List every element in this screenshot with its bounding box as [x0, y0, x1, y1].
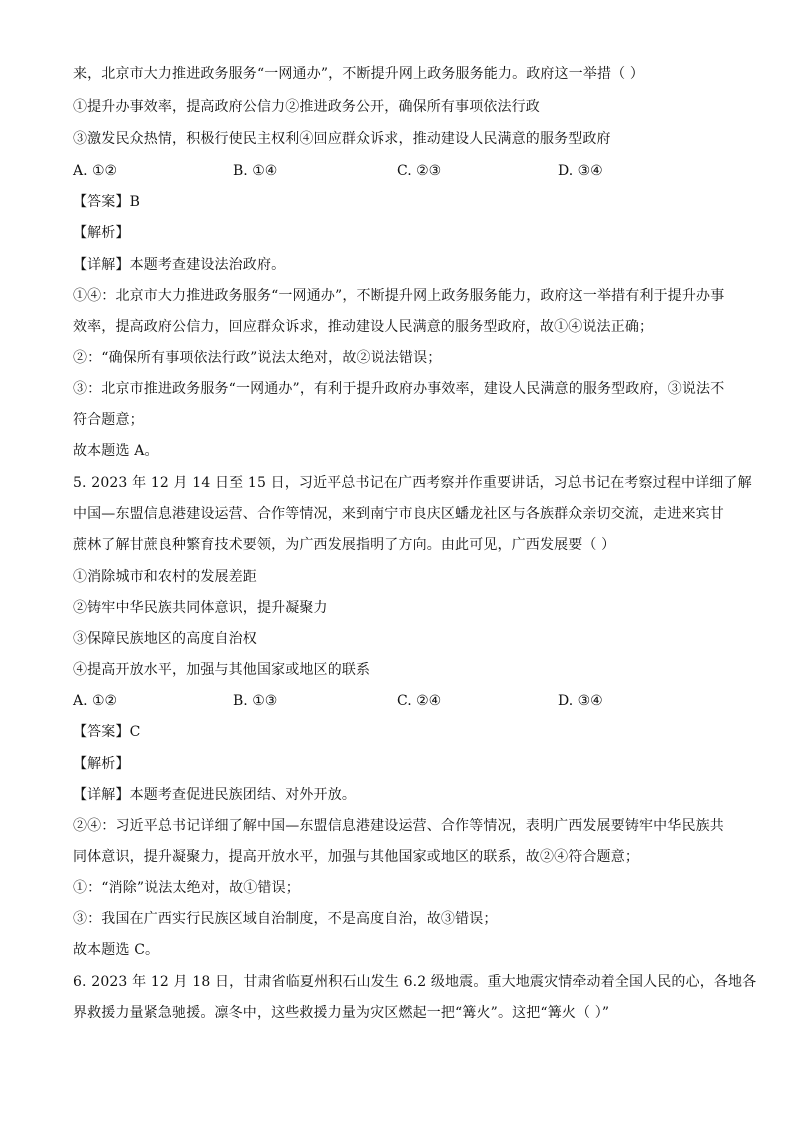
q4-explanation-1: ①④：北京市大力推进政务服务“一网通办”，不断提升网上政务服务能力，政府这一举措有利于提升办事 [73, 288, 725, 304]
q4-option-b: B. ①④ [233, 163, 278, 179]
q5-statement-3: ③保障民族地区的高度自治权 [73, 631, 257, 647]
q5-option-b: B. ①③ [233, 693, 278, 709]
q5-stem-3: 蔗林了解甘蔗良种繁育技术要领，为广西发展指明了方向。由此可见，广西发展要（ ） [73, 537, 616, 553]
q5-statement-2: ②铸牢中华民族共同体意识，提升凝聚力 [73, 600, 328, 616]
q4-analysis-label: 【解析】 [73, 225, 130, 241]
q5-explanation-2: 同体意识，提升凝聚力，提高开放水平，加强与其他国家或地区的联系，故②④符合题意； [73, 849, 639, 865]
q5-answer: 【答案】C [73, 724, 141, 740]
q5-conclusion: 故本题选 C。 [73, 942, 160, 958]
q5-statement-4: ④提高开放水平，加强与其他国家或地区的联系 [73, 662, 371, 678]
q5-stem-1: 5. 2023 年 12 月 14 日至 15 日，习近平总书记在广西考察并作重要讲话，习总书记在考察过程中详细了解 [73, 475, 752, 491]
q4-option-a: A. ①② [73, 163, 118, 179]
q4-conclusion: 故本题选 A。 [73, 443, 159, 459]
q5-statement-1: ①消除城市和农村的发展差距 [73, 569, 257, 585]
q6-stem-2: 界救援力量紧急驰援。凛冬中，这些救援力量为灾区燃起一把“篝火”。这把“篝火（ ）” [73, 1005, 610, 1021]
q5-detail: 【详解】本题考查促进民族团结、对外开放。 [73, 787, 356, 803]
q5-stem-2: 中国—东盟信息港建设运营、合作等情况，来到南宁市良庆区蟠龙社区与各族群众亲切交流，走进来宾甘 [73, 506, 724, 522]
q5-option-a: A. ①② [73, 693, 118, 709]
q5-analysis-label: 【解析】 [73, 756, 130, 772]
q5-explanation-1: ②④：习近平总书记详细了解中国—东盟信息港建设运营、合作等情况，表明广西发展要铸牢中华民族共 [73, 818, 724, 834]
q6-stem-1: 6. 2023 年 12 月 18 日，甘肃省临夏州积石山发生 6.2 级地震。重大地震灾情牵动着全国人民的心，各地各 [73, 974, 757, 990]
q4-option-d: D. ③④ [558, 163, 603, 179]
q5-option-d: D. ③④ [558, 693, 603, 709]
q4-explanation-3: ②：“确保所有事项依法行政”说法太绝对，故②说法错误； [73, 350, 442, 366]
q5-explanation-3: ①：“消除”说法太绝对，故①错误； [73, 880, 300, 896]
q4-option-c: C. ②③ [397, 163, 442, 179]
q4-explanation-2: 效率，提高政府公信力，回应群众诉求，推动建设人民满意的服务型政府，故①④说法正确； [73, 319, 654, 335]
q4-detail: 【详解】本题考查建设法治政府。 [73, 257, 286, 273]
q4-explanation-5: 符合题意； [73, 412, 144, 428]
q4-answer: 【答案】B [73, 194, 141, 210]
q4-stem: 来，北京市大力推进政务服务“一网通办”，不断提升网上政务服务能力。政府这一举措（ ） [73, 66, 645, 82]
q4-statement-1: ①提升办事效率，提高政府公信力②推进政务公开，确保所有事项依法行政 [73, 99, 540, 115]
q5-explanation-4: ③：我国在广西实行民族区域自治制度，不是高度自治，故③错误； [73, 911, 498, 927]
q5-option-c: C. ②④ [397, 693, 442, 709]
q4-statement-2: ③激发民众热情，积极行使民主权利④回应群众诉求，推动建设人民满意的服务型政府 [73, 131, 611, 147]
q4-explanation-4: ③：北京市推进政务服务“一网通办”，有利于提升政府办事效率，建设人民满意的服务型政府，③说法不 [73, 381, 725, 397]
